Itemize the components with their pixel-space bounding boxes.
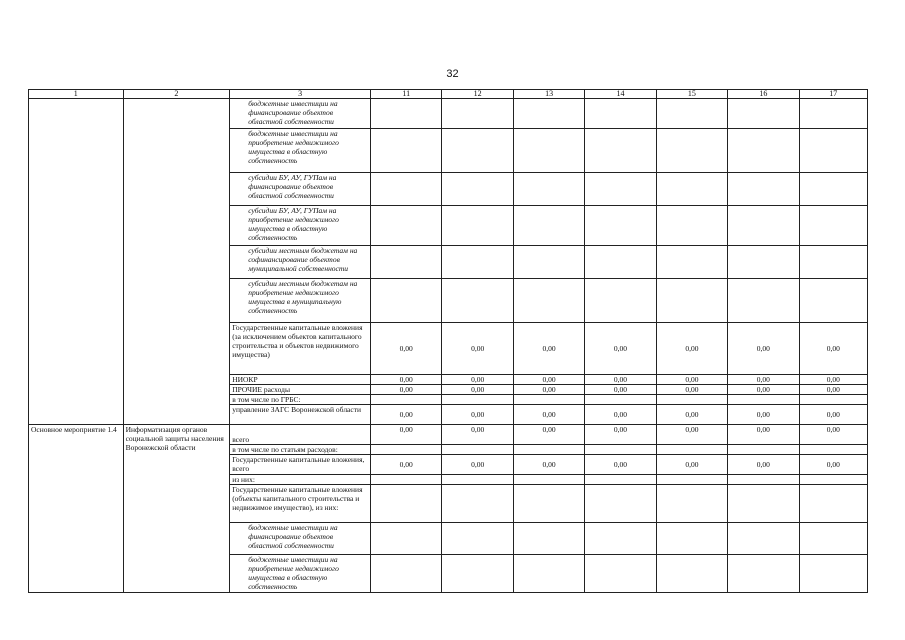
value-cell [656,555,727,593]
header-row [29,90,868,99]
row-label: всего [230,425,371,445]
value-cell [371,129,442,173]
value-cell [371,246,442,279]
row-label: субсидии БУ, АУ, ГУПам на финансирование объектов областной собственности [230,173,371,206]
value-cell [585,485,656,523]
value-cell [585,475,656,485]
value-cell [799,173,867,206]
value-cell: 0,00 [513,425,584,445]
value-cell: 0,00 [728,385,799,395]
value-cell: 0,00 [656,375,727,385]
value-cell [371,485,442,523]
value-cell: 0,00 [799,375,867,385]
value-cell [513,279,584,323]
value-cell [728,523,799,555]
value-cell [656,279,727,323]
value-cell [371,99,442,129]
value-cell: 0,00 [442,455,513,475]
row-label: управление ЗАГС Воронежской области [230,405,371,425]
value-cell [728,246,799,279]
value-cell [371,475,442,485]
value-cell [799,475,867,485]
column-header: 13 [513,90,584,99]
column-header: 11 [371,90,442,99]
value-cell [728,129,799,173]
value-cell [513,129,584,173]
value-cell: 0,00 [656,405,727,425]
value-cell [799,445,867,455]
value-cell [585,206,656,246]
value-cell: 0,00 [585,455,656,475]
row-label: субсидии БУ, АУ, ГУПам на приобретение недвижимого имущества в областную собственность [230,206,371,246]
value-cell: 0,00 [442,405,513,425]
value-cell: 0,00 [799,385,867,395]
value-cell [799,206,867,246]
column-header: 3 [230,90,371,99]
row-label: Государственные капитальные вложения (за исключением объектов капитального строительства и объектов недвижимого имущества) [230,323,371,375]
value-cell [799,246,867,279]
value-cell: 0,00 [585,385,656,395]
value-cell: 0,00 [442,425,513,445]
column-header: 1 [29,90,124,99]
value-cell: 0,00 [799,455,867,475]
column-header: 2 [123,90,230,99]
value-cell [371,555,442,593]
value-cell: 0,00 [371,323,442,375]
value-cell [656,445,727,455]
value-cell: 0,00 [585,375,656,385]
value-cell: 0,00 [371,385,442,395]
value-cell: 0,00 [656,425,727,445]
value-cell: 0,00 [513,455,584,475]
value-cell [799,129,867,173]
value-cell [656,206,727,246]
value-cell: 0,00 [513,385,584,395]
row-label: ПРОЧИЕ расходы [230,385,371,395]
value-cell: 0,00 [442,375,513,385]
budget-table [28,89,868,593]
value-cell [513,485,584,523]
row-label: бюджетные инвестиции на приобретение недвижимого имущества в областную собственность [230,555,371,593]
empty-cell [123,99,230,425]
value-cell: 0,00 [799,405,867,425]
column-header: 14 [585,90,656,99]
value-cell [585,523,656,555]
value-cell [585,445,656,455]
value-cell: 0,00 [728,405,799,425]
value-cell [371,279,442,323]
value-cell [585,99,656,129]
page-number: 32 [446,68,459,80]
value-cell [728,279,799,323]
value-cell [513,99,584,129]
value-cell [656,485,727,523]
row-label: в том числе по ГРБС: [230,395,371,405]
value-cell [656,129,727,173]
value-cell: 0,00 [656,455,727,475]
value-cell [728,485,799,523]
row-label: Государственные капитальные вложения (объекты капитального строительства и недвижимое имущество), из них: [230,485,371,523]
value-cell: 0,00 [656,323,727,375]
value-cell [371,395,442,405]
value-cell [799,279,867,323]
value-cell: 0,00 [728,425,799,445]
value-cell [585,129,656,173]
value-cell [656,475,727,485]
row-label: бюджетные инвестиции на финансирование объектов областной собственности [230,99,371,129]
empty-cell [29,99,124,425]
value-cell [656,523,727,555]
value-cell [371,173,442,206]
value-cell [728,206,799,246]
value-cell [585,173,656,206]
column-header: 16 [728,90,799,99]
value-cell [656,395,727,405]
value-cell [513,555,584,593]
value-cell: 0,00 [728,455,799,475]
row-label: НИОКР [230,375,371,385]
value-cell: 0,00 [656,385,727,395]
column-header: 15 [656,90,727,99]
value-cell: 0,00 [728,323,799,375]
value-cell [513,523,584,555]
value-cell: 0,00 [371,405,442,425]
row-label: Государственные капитальные вложения, всего [230,455,371,475]
value-cell [442,99,513,129]
value-cell [799,523,867,555]
value-cell: 0,00 [799,425,867,445]
value-cell [728,395,799,405]
value-cell [513,475,584,485]
value-cell: 0,00 [799,323,867,375]
value-cell: 0,00 [371,455,442,475]
value-cell: 0,00 [513,405,584,425]
value-cell [656,99,727,129]
table-row [29,425,868,445]
value-cell: 0,00 [728,375,799,385]
value-cell [442,523,513,555]
value-cell [442,555,513,593]
value-cell [442,279,513,323]
value-cell [442,395,513,405]
row-label: бюджетные инвестиции на финансирование объектов областной собственности [230,523,371,555]
value-cell [513,395,584,405]
value-cell: 0,00 [585,405,656,425]
value-cell: 0,00 [513,323,584,375]
value-cell [656,173,727,206]
row-label: субсидии местным бюджетам на приобретение недвижимого имущества в муниципальную собственность [230,279,371,323]
value-cell [442,475,513,485]
value-cell [513,445,584,455]
value-cell [728,445,799,455]
value-cell: 0,00 [371,425,442,445]
row-label: из них: [230,475,371,485]
table-row [29,99,868,129]
value-cell [442,206,513,246]
value-cell [728,555,799,593]
value-cell [442,129,513,173]
value-cell: 0,00 [371,375,442,385]
value-cell [442,246,513,279]
value-cell [585,555,656,593]
value-cell [728,173,799,206]
row-label: бюджетные инвестиции на приобретение недвижимого имущества в областную собственность [230,129,371,173]
value-cell [513,246,584,279]
row-label: субсидии местным бюджетам на софинансирование объектов муниципальной собственности [230,246,371,279]
value-cell: 0,00 [585,323,656,375]
event-title-cell: Информатизация органов социальной защиты населения Воронежской области [123,425,230,593]
value-cell [442,485,513,523]
event-name-cell: Основное мероприятие 1.4 [29,425,124,593]
value-cell [371,523,442,555]
value-cell [371,206,442,246]
value-cell [585,395,656,405]
row-label: в том числе по статьям расходов: [230,445,371,455]
value-cell: 0,00 [442,385,513,395]
column-header: 17 [799,90,867,99]
column-header: 12 [442,90,513,99]
value-cell [656,246,727,279]
value-cell [371,445,442,455]
value-cell [728,99,799,129]
value-cell [513,206,584,246]
value-cell [442,173,513,206]
value-cell: 0,00 [513,375,584,385]
value-cell: 0,00 [442,323,513,375]
value-cell [513,173,584,206]
value-cell: 0,00 [585,425,656,445]
value-cell [585,246,656,279]
value-cell [799,485,867,523]
value-cell [585,279,656,323]
value-cell [799,99,867,129]
value-cell [728,475,799,485]
value-cell [799,395,867,405]
value-cell [442,445,513,455]
value-cell [799,555,867,593]
